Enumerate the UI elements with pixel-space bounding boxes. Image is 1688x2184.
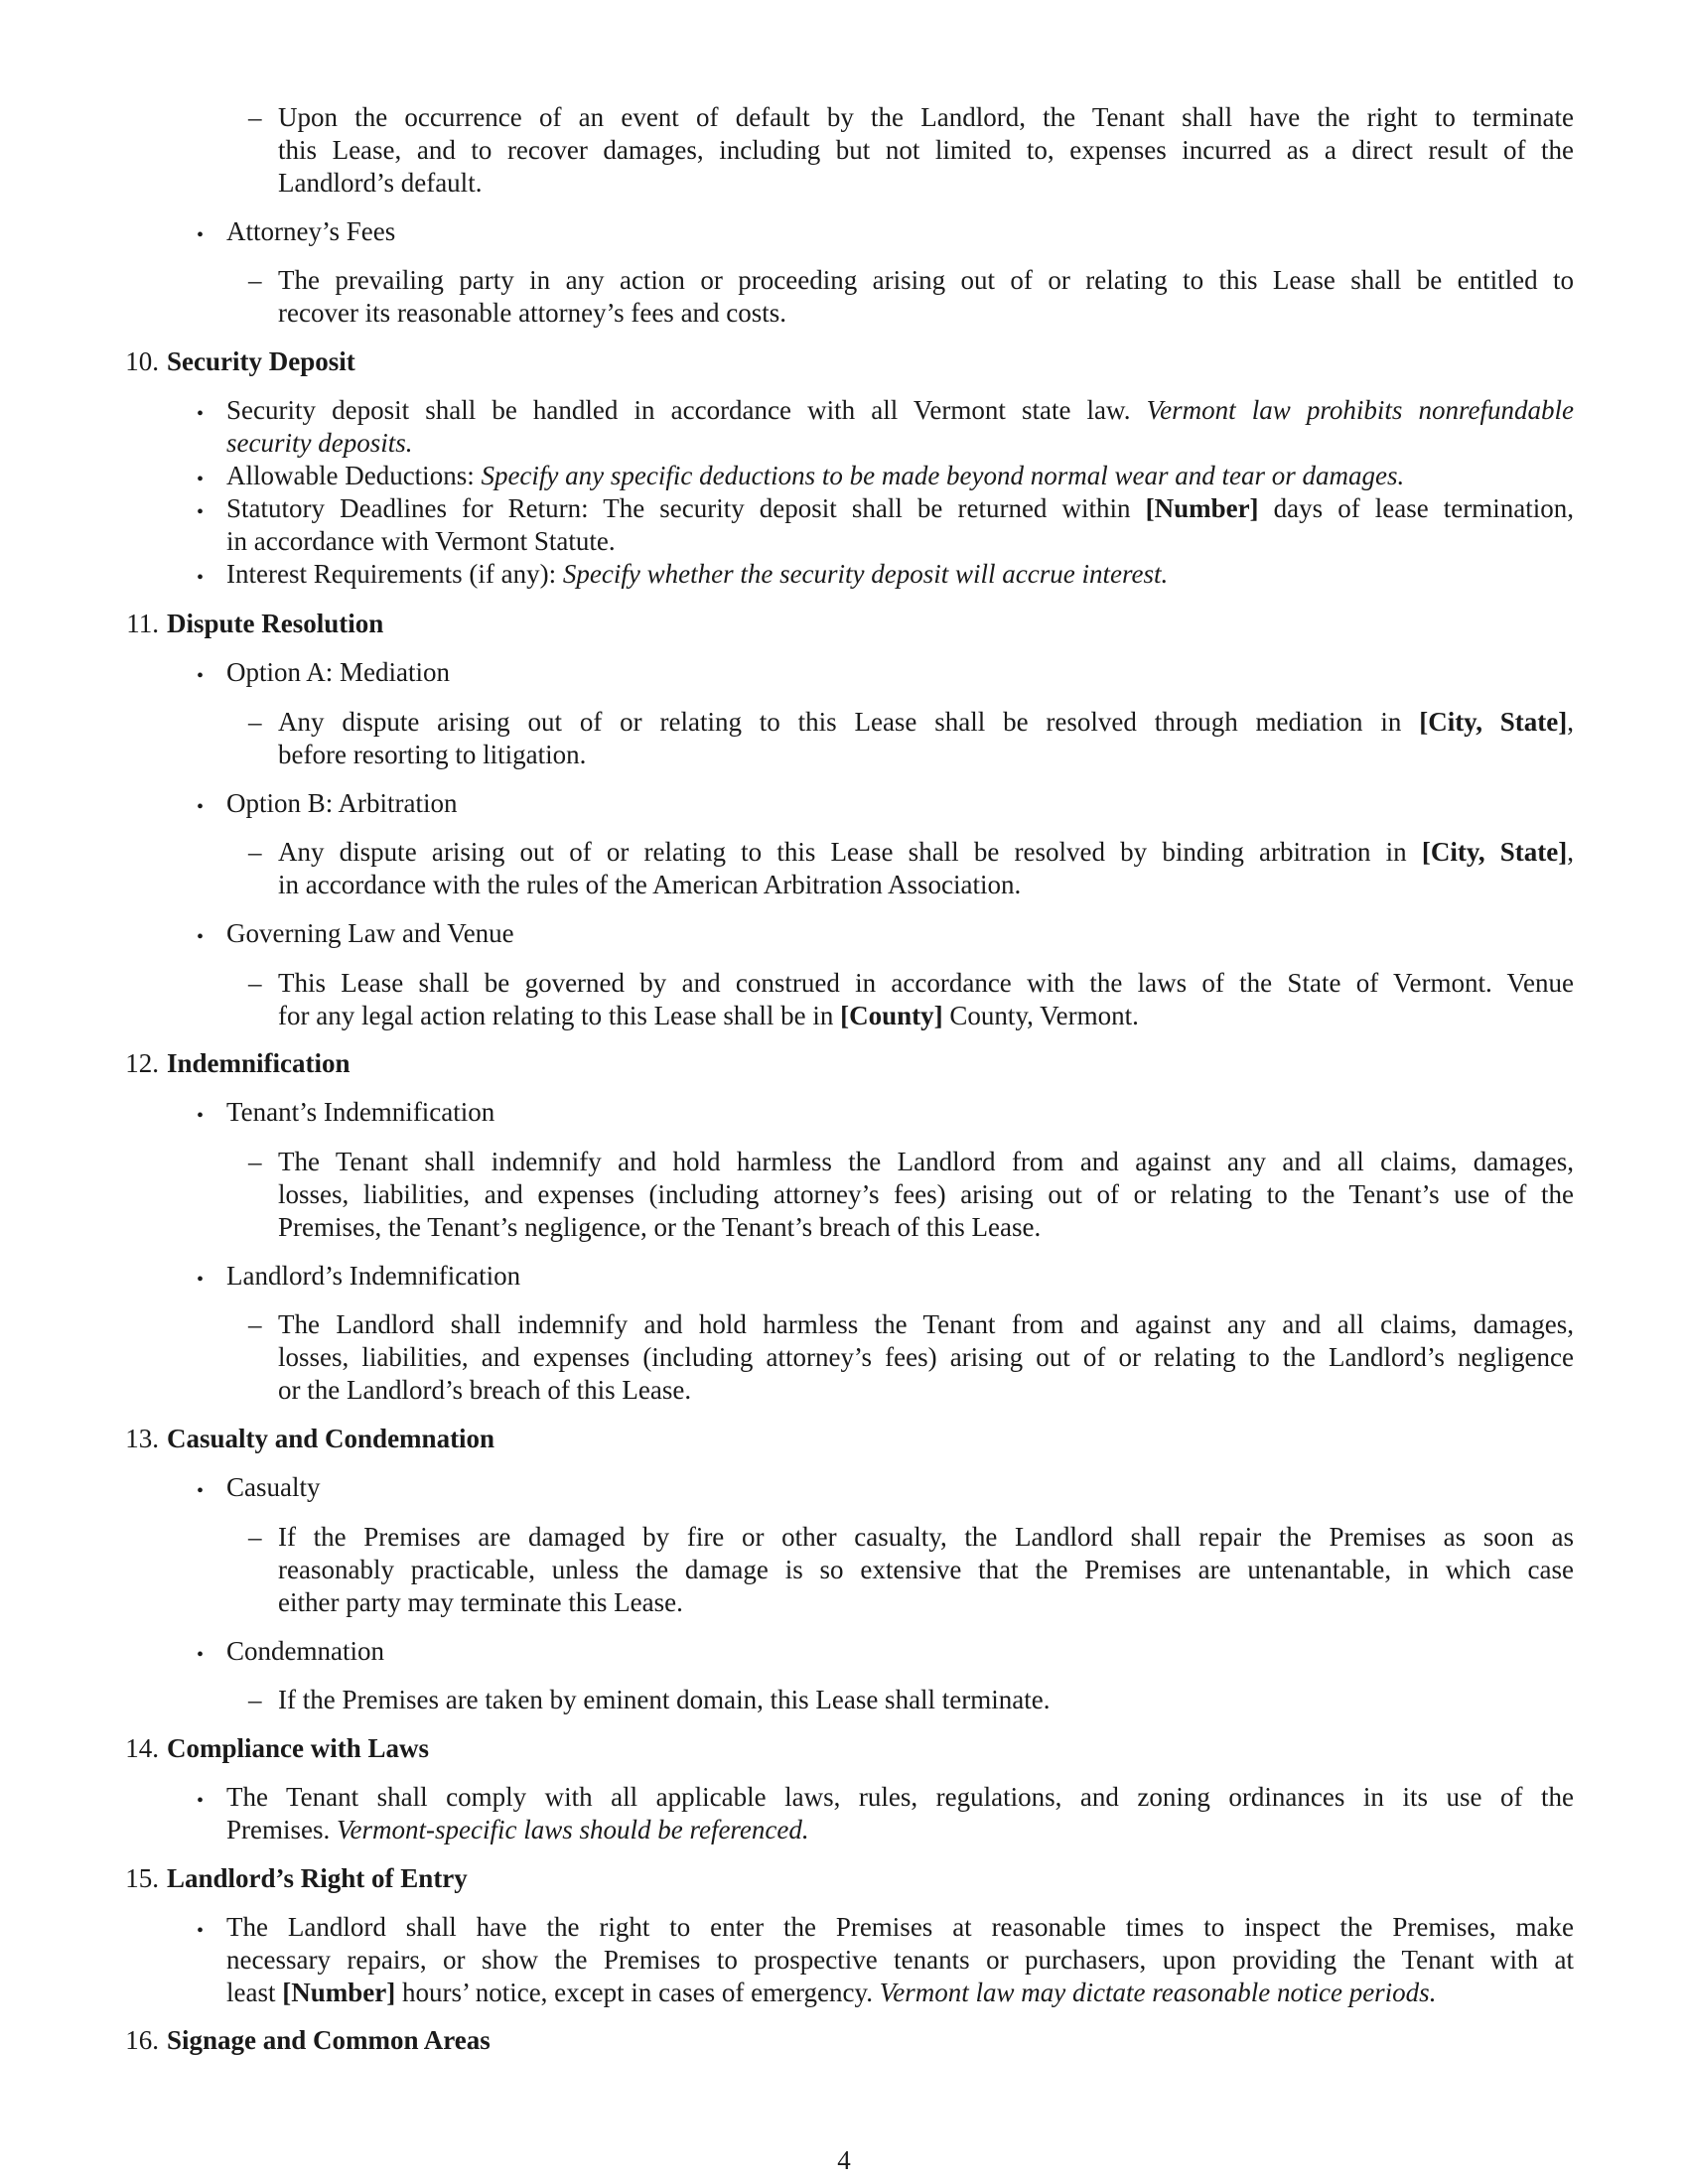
casualty-line: reasonably practicable, unless the damage is so extensive that the Premises are untenantable, in which case xyxy=(278,1555,1574,1584)
landlord-indemnification-line: or the Landlord’s breach of this Lease. xyxy=(278,1375,692,1405)
section-number: 16. xyxy=(125,2025,159,2055)
landlord-indemnification-line: The Landlord shall indemnify and hold harmless the Tenant from and against any and all claims, damages, xyxy=(278,1309,1574,1339)
option-a-label: Option A: Mediation xyxy=(226,657,450,687)
governing-law-line: for any legal action relating to this Lease shall be in [County] County, Vermont. xyxy=(278,1001,1139,1030)
condemnation-line: If the Premises are taken by eminent domain, this Lease shall terminate. xyxy=(278,1685,1051,1714)
section-number: 13. xyxy=(125,1424,159,1453)
dash-marker: – xyxy=(248,102,262,132)
dash-marker: – xyxy=(248,1685,262,1714)
dash-marker: – xyxy=(248,837,262,867)
bullet-marker: • xyxy=(197,567,205,589)
right-of-entry-line: The Landlord shall have the right to enter the Premises at reasonable times to inspect the Premises, make xyxy=(226,1912,1574,1942)
attorneys-fees-label: Attorney’s Fees xyxy=(226,216,396,246)
dash-marker: – xyxy=(248,707,262,737)
allowable-deductions-line: Allowable Deductions: Specify any specific deductions to be made beyond normal wear and tear or damages. xyxy=(226,461,1405,490)
casualty-label: Casualty xyxy=(226,1472,321,1502)
section-title: Security Deposit xyxy=(167,346,355,376)
bullet-marker: • xyxy=(197,1480,205,1502)
section-number: 14. xyxy=(125,1733,159,1763)
bullet-marker: • xyxy=(197,469,205,490)
attorneys-fees-line: The prevailing party in any action or proceeding arising out of or relating to this Lease shall be entitled to xyxy=(278,265,1574,295)
landlord-indemnification-label: Landlord’s Indemnification xyxy=(226,1261,521,1291)
statutory-deadlines-line: Statutory Deadlines for Return: The security deposit shall be returned within [Number] days of lease termination, xyxy=(226,493,1575,523)
security-deposit-line: Security deposit shall be handled in accordance with all Vermont state law. Vermont law prohibits nonrefundable xyxy=(226,395,1574,425)
governing-law-line: This Lease shall be governed by and construed in accordance with the laws of the State of Vermont. Venue xyxy=(278,968,1574,998)
casualty-line: either party may terminate this Lease. xyxy=(278,1587,683,1617)
bullet-marker: • xyxy=(197,665,205,687)
section-title: Casualty and Condemnation xyxy=(167,1424,495,1453)
casualty-line: If the Premises are damaged by fire or other casualty, the Landlord shall repair the Premises as soon as xyxy=(278,1522,1574,1552)
section-title: Landlord’s Right of Entry xyxy=(167,1863,468,1893)
section-number: 10. xyxy=(125,346,159,376)
security-deposit-line: security deposits. xyxy=(226,428,413,458)
bullet-marker: • xyxy=(197,1920,205,1942)
bullet-marker: • xyxy=(197,926,205,948)
right-of-entry-line: least [Number] hours’ notice, except in cases of emergency. Vermont law may dictate reasonable notice periods. xyxy=(226,1978,1437,2007)
section-number: 11. xyxy=(126,609,159,638)
section-title: Signage and Common Areas xyxy=(167,2025,491,2055)
bullet-marker: • xyxy=(197,224,205,246)
governing-law-label: Governing Law and Venue xyxy=(226,918,514,948)
interest-requirements-line: Interest Requirements (if any): Specify whether the security deposit will accrue interest. xyxy=(226,559,1169,589)
bullet-marker: • xyxy=(197,1790,205,1812)
dash-marker: – xyxy=(248,1147,262,1176)
tenant-remedy-line: this Lease, and to recover damages, including but not limited to, expenses incurred as a direct result of the xyxy=(278,135,1574,165)
tenant-remedy-line: Landlord’s default. xyxy=(278,168,483,198)
tenant-indemnification-line: The Tenant shall indemnify and hold harmless the Landlord from and against any and all claims, damages, xyxy=(278,1147,1574,1176)
dash-marker: – xyxy=(248,1522,262,1552)
mediation-line: before resorting to litigation. xyxy=(278,740,587,769)
section-title: Indemnification xyxy=(167,1048,351,1078)
bullet-marker: • xyxy=(197,403,205,425)
condemnation-label: Condemnation xyxy=(226,1636,384,1666)
dash-marker: – xyxy=(248,1309,262,1339)
dash-marker: – xyxy=(248,968,262,998)
tenant-indemnification-line: losses, liabilities, and expenses (including attorney’s fees) arising out of or relating to the Tenant’s use of the xyxy=(278,1179,1574,1209)
section-title: Compliance with Laws xyxy=(167,1733,430,1763)
section-number: 15. xyxy=(125,1863,159,1893)
landlord-indemnification-line: losses, liabilities, and expenses (including attorney’s fees) arising out of or relating to the Landlord’s negligence xyxy=(278,1342,1574,1372)
bullet-marker: • xyxy=(197,1644,205,1666)
right-of-entry-line: necessary repairs, or show the Premises to prospective tenants or purchasers, upon providing the Tenant with at xyxy=(226,1945,1574,1975)
dash-marker: – xyxy=(248,265,262,295)
option-b-label: Option B: Arbitration xyxy=(226,788,458,818)
bullet-marker: • xyxy=(197,1269,205,1291)
tenant-indemnification-line: Premises, the Tenant’s negligence, or the Tenant’s breach of this Lease. xyxy=(278,1212,1042,1242)
attorneys-fees-line: recover its reasonable attorney’s fees and costs. xyxy=(278,298,787,328)
arbitration-line: in accordance with the rules of the American Arbitration Association. xyxy=(278,870,1022,899)
bullet-marker: • xyxy=(197,796,205,818)
bullet-marker: • xyxy=(197,1105,205,1127)
compliance-line: Premises. Vermont-specific laws should be referenced. xyxy=(226,1815,809,1844)
mediation-line: Any dispute arising out of or relating to this Lease shall be resolved through mediation in [City, State], xyxy=(278,707,1575,737)
bullet-marker: • xyxy=(197,501,205,523)
section-number: 12. xyxy=(125,1048,159,1078)
page-number: 4 xyxy=(837,2145,851,2175)
section-title: Dispute Resolution xyxy=(167,609,384,638)
compliance-line: The Tenant shall comply with all applicable laws, rules, regulations, and zoning ordinances in its use of the xyxy=(226,1782,1574,1812)
tenant-remedy-line: Upon the occurrence of an event of default by the Landlord, the Tenant shall have the right to terminate xyxy=(278,102,1574,132)
arbitration-line: Any dispute arising out of or relating to this Lease shall be resolved by binding arbitration in [City, State], xyxy=(278,837,1575,867)
tenant-indemnification-label: Tenant’s Indemnification xyxy=(226,1097,495,1127)
statutory-deadlines-line: in accordance with Vermont Statute. xyxy=(226,526,616,556)
